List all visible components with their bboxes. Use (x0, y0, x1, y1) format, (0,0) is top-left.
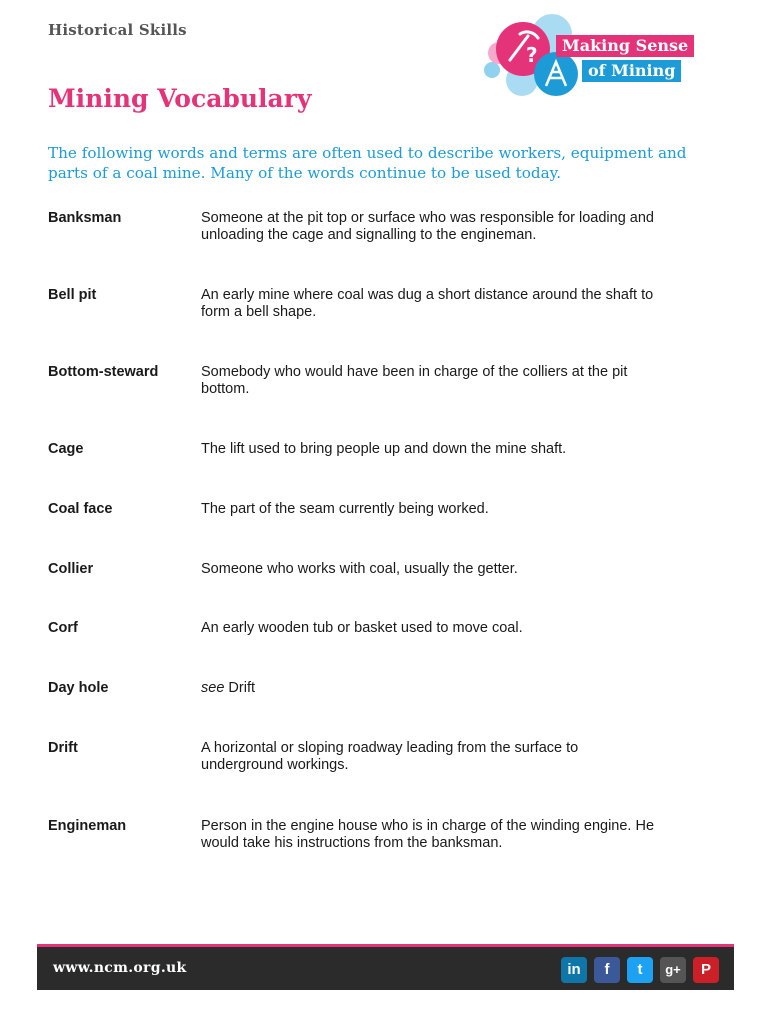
vocab-definition: The part of the seam currently being worked. (201, 501, 489, 517)
svg-text:?: ? (526, 43, 538, 67)
vocab-term: Cage (48, 441, 84, 457)
vocab-definition: Someone at the pit top or surface who was responsible for loading and unloading the cage and signalling to the engineman. (201, 210, 654, 243)
vocab-definition: Someone who works with coal, usually the getter. (201, 561, 518, 577)
website-link[interactable]: www.ncm.org.uk (53, 960, 187, 976)
vocab-definition: Somebody who would have been in charge of the colliers at the pit bottom. (201, 364, 628, 397)
logo-line-1: Making Sense (556, 35, 694, 57)
vocab-term: Bell pit (48, 287, 97, 303)
vocab-definition: The lift used to bring people up and down the mine shaft. (201, 441, 567, 457)
google-plus-icon[interactable]: g+ (660, 957, 686, 983)
intro-paragraph: The following words and terms are often used to describe workers, equipment and parts of a coal mine. Many of the words continue to be used today. (48, 144, 687, 182)
logo-line-2: of Mining (582, 60, 681, 82)
vocab-term: Collier (48, 561, 94, 577)
vocab-term: Coal face (48, 501, 113, 517)
vocab-definition (201, 680, 661, 697)
vocab-definition: An early wooden tub or basket used to move coal. (201, 620, 523, 636)
vocab-term: Bottom-steward (48, 364, 159, 380)
vocab-definition: An early mine where coal was dug a short distance around the shaft to form a bell shape. (201, 287, 654, 320)
pinterest-icon[interactable]: P (693, 957, 719, 983)
vocab-term: Banksman (48, 210, 122, 226)
section-label: Historical Skills (48, 21, 187, 39)
linkedin-icon[interactable]: in (561, 957, 587, 983)
see-prefix: see (201, 680, 225, 696)
making-sense-of-mining-logo (484, 12, 736, 100)
page-title: Mining Vocabulary (48, 84, 312, 113)
vocab-definition: Person in the engine house who is in charge of the winding engine. He would take his instructions from the banksman. (201, 818, 655, 851)
facebook-icon[interactable]: f (594, 957, 620, 983)
vocab-term: Corf (48, 620, 78, 636)
vocab-term: Drift (48, 740, 78, 756)
pithead-icon (534, 52, 578, 96)
cross-reference: Drift (224, 680, 255, 696)
footer-bar (37, 944, 734, 990)
twitter-icon[interactable]: t (627, 957, 653, 983)
vocab-definition: A horizontal or sloping roadway leading from the surface to underground workings. (201, 740, 579, 773)
vocab-term: Engineman (48, 818, 127, 834)
vocab-term: Day hole (48, 680, 109, 696)
